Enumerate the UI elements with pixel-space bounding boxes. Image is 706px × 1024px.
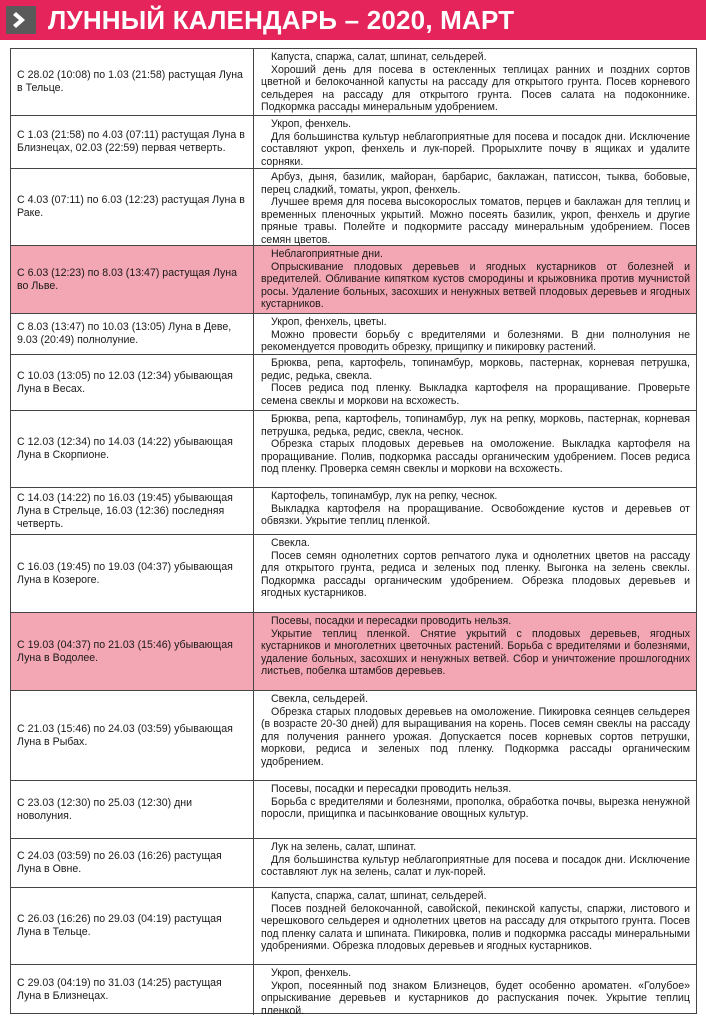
recommended-crops: Укроп, фенхель, цветы. bbox=[271, 316, 387, 328]
gardening-advice bbox=[254, 613, 696, 690]
table-row-highlighted bbox=[11, 613, 696, 691]
table-row bbox=[11, 411, 696, 488]
recommended-crops: Неблагоприятные дни. bbox=[271, 248, 383, 260]
recommended-crops: Брюква, репа, картофель, топинамбур, лук на репку, морковь, пастернак, корневая петрушка, редька, редис, свекла, чеснок. bbox=[261, 413, 690, 438]
advice-text: Посев редиса под пленку. Выкладка картофеля на проращивание. Проверьте семена свеклы и моркови на всхожесть. bbox=[261, 382, 690, 407]
advice-text: Посев поздней белокочанной, савойской, пекинской капусты, спаржи, листового и черешкового сельдерея и однолетних цветов на рассаду для открытого грунта. Посев под пленку салата и шпината. Пикировка, полив и подкормка рассады минеральными удобрениями. Обрезка плодовых деревьев и ягодных кустарников. bbox=[261, 902, 690, 953]
advice-text: Хороший день для посева в остекленных теплицах ранних и поздних сортов цветной и белокочанной капусты на рассаду для открытого грунта. Посев корневого сельдерея на рассаду для открытого грунта. Посев салата на подоконнике. Подкормка рассады минеральным удобрением. bbox=[261, 63, 690, 114]
table-row-highlighted bbox=[11, 246, 696, 314]
advice-text: Обрезка старых плодовых деревьев на омоложение. Выкладка картофеля на проращивание. Полив, подкормка рассады органическим удобрением. Посев редиса под пленку. Проверка семян свеклы и моркови на всхожесть. bbox=[261, 438, 690, 476]
advice-text: Выкладка картофеля на проращивание. Освобождение кустов и деревьев от обвязки. Укрытие теплиц пленкой. bbox=[261, 502, 690, 528]
moon-period: С 28.02 (10:08) по 1.03 (21:58) растущая Луна в Тельце. bbox=[17, 69, 243, 94]
moon-period: С 1.03 (21:58) по 4.03 (07:11) растущая Луна в Близнецах, 02.03 (22:59) первая четверть. bbox=[17, 129, 245, 154]
table-row bbox=[11, 355, 696, 411]
moon-period: С 6.03 (12:23) по 8.03 (13:47) растущая Луна во Льве. bbox=[17, 266, 238, 292]
advice-text: Укроп, посеянный под знаком Близнецов, будет особенно ароматен. «Голубое» опрыскивание деревьев и кустарников до распускания почек. Укрытие теплиц пленкой. bbox=[261, 979, 690, 1015]
recommended-crops: Брюква, репа, картофель, топинамбур, морковь, пастернак, корневая петрушка, редис, редька, свекла. bbox=[261, 357, 690, 382]
moon-period: С 8.03 (13:47) по 10.03 (13:05) Луна в Деве, 9.03 (20:49) полнолуние. bbox=[17, 321, 232, 346]
recommended-crops: Лук на зелень, салат, шпинат. bbox=[271, 841, 417, 853]
table-row bbox=[11, 49, 696, 116]
advice-text: Обрезка старых плодовых деревьев на омоложение. Пикировка сеянцев сельдерея (в возрасте 20-30 дней) для выращивания на корень. Посев семян свеклы на рассаду для получения раннего урожая. Допускается посев корневых сортов петрушки, моркови, редиса и зеленых под пленку. Подкормка рассады органическим удобрением. bbox=[261, 705, 690, 768]
table-row bbox=[11, 781, 696, 839]
page-title: ЛУННЫЙ КАЛЕНДАРЬ – 2020, МАРТ bbox=[48, 5, 515, 35]
table-row bbox=[11, 888, 696, 965]
moon-period: С 23.03 (12:30) по 25.03 (12:30) дни новолуния. bbox=[17, 796, 193, 822]
recommended-crops: Свекла, сельдерей. bbox=[271, 693, 369, 705]
moon-period: С 19.03 (04:37) по 21.03 (15:46) убывающая Луна в Водолее. bbox=[17, 638, 233, 664]
moon-period: С 10.03 (13:05) по 12.03 (12:34) убывающая Луна в Весах. bbox=[17, 369, 233, 395]
table-row bbox=[11, 488, 696, 535]
gardening-advice bbox=[254, 246, 696, 313]
recommended-crops: Укроп, фенхель. bbox=[271, 118, 352, 130]
gardening-advice bbox=[254, 169, 696, 245]
moon-period: С 16.03 (19:45) по 19.03 (04:37) убывающая Луна в Козероге. bbox=[17, 560, 233, 586]
gardening-advice bbox=[254, 116, 696, 168]
gardening-advice bbox=[254, 839, 696, 887]
gardening-advice bbox=[254, 355, 696, 410]
table-row bbox=[11, 116, 696, 169]
table-row bbox=[11, 965, 696, 1015]
gardening-advice bbox=[254, 535, 696, 612]
advice-text: Можно провести борьбу с вредителями и болезнями. В дни полнолуния не рекомендуется проводить обрезку, прищипку и пикировку растений. bbox=[261, 328, 690, 354]
gardening-advice bbox=[254, 488, 696, 534]
moon-period: С 14.03 (14:22) по 16.03 (19:45) убывающая Луна в Стрельце, 16.03 (12:36) последняя четверть. bbox=[17, 491, 233, 530]
moon-period: С 29.03 (04:19) по 31.03 (14:25) растущая Луна в Близнецах. bbox=[17, 977, 222, 1002]
gardening-advice bbox=[254, 965, 696, 1015]
table-row bbox=[11, 314, 696, 355]
page-header bbox=[0, 0, 706, 40]
gardening-advice bbox=[254, 888, 696, 964]
advice-text: Для большинства культур неблагоприятные для посева и посадок дни. Исключение составляют лук на зелень, салат и лук-порей. bbox=[261, 853, 690, 879]
advice-text: Посев семян однолетних сортов репчатого лука и однолетних цветов на рассаду для открытого грунта, редиса и зеленых под пленку. Выгонка на зелень свеклы. Подкормка рассады органическим удобрением. Обрезка плодовых деревьев и ягодных кустарников. bbox=[261, 549, 690, 600]
gardening-advice bbox=[254, 691, 696, 780]
recommended-crops: Свекла. bbox=[271, 537, 310, 549]
table-row bbox=[11, 839, 696, 888]
table-row bbox=[11, 535, 696, 613]
gardening-advice bbox=[254, 314, 696, 354]
advice-text: Борьба с вредителями и болезнями, прополка, обработка почвы, вырезка ненужной поросли, прищипка и пасынкование овощных культур. bbox=[261, 795, 690, 821]
recommended-crops: Картофель, топинамбур, лук на репку, чеснок. bbox=[271, 490, 498, 502]
recommended-crops: Арбуз, дыня, базилик, майоран, барбарис, баклажан, патиссон, тыква, бобовые, перец сладкий, томаты, укроп, фенхель. bbox=[261, 171, 690, 196]
recommended-crops: Капуста, спаржа, салат, шпинат, сельдерей. bbox=[271, 890, 487, 902]
moon-period: С 4.03 (07:11) по 6.03 (12:23) растущая Луна в Раке. bbox=[17, 194, 245, 219]
moon-period: С 26.03 (16:26) по 29.03 (04:19) растущая Луна в Тельце. bbox=[17, 913, 222, 938]
advice-text: Укрытие теплиц пленкой. Снятие укрытий с плодовых деревьев, ягодных кустарников и многолетних цветочных растений. Борьба с вредителями и болезнями, удаление больных, засохших и ненужных ветвей. Сбор и уничтожение прошлогодних листьев, побелка штамбов деревьев. bbox=[261, 627, 690, 678]
gardening-advice bbox=[254, 49, 696, 115]
lunar-calendar-table bbox=[10, 48, 697, 1014]
advice-text: Для большинства культур неблагоприятные для посева и посадок дни. Исключение составляют укроп, фенхель и лук-порей. Прорыхлите почву в ящиках и удалите сорняки. bbox=[261, 130, 690, 168]
gardening-advice bbox=[254, 411, 696, 487]
moon-period: С 21.03 (15:46) по 24.03 (03:59) убывающая Луна в Рыбах. bbox=[17, 722, 233, 748]
table-row bbox=[11, 691, 696, 781]
chevron-right-icon bbox=[6, 6, 36, 34]
advice-text: Опрыскивание плодовых деревьев и ягодных кустарников от болезней и вредителей. Обливание кипятком кустов смородины и крыжовника против мучнистой росы. Удаление больных, засохших и ненужных ветвей плодовых деревьев и ягодных кустарников. bbox=[261, 260, 690, 311]
gardening-advice bbox=[254, 781, 696, 838]
recommended-crops: Посевы, посадки и пересадки проводить нельзя. bbox=[271, 783, 512, 795]
table-row bbox=[11, 169, 696, 246]
recommended-crops: Капуста, спаржа, салат, шпинат, сельдерей. bbox=[271, 51, 487, 63]
recommended-crops: Укроп, фенхель. bbox=[271, 967, 352, 979]
moon-period: С 12.03 (12:34) по 14.03 (14:22) убывающая Луна в Скорпионе. bbox=[17, 436, 233, 461]
recommended-crops: Посевы, посадки и пересадки проводить нельзя. bbox=[271, 615, 512, 627]
moon-period: С 24.03 (03:59) по 26.03 (16:26) растущая Луна в Овне. bbox=[17, 850, 222, 875]
advice-text: Лучшее время для посева высокорослых томатов, перцев и баклажан для теплиц и временных пленочных укрытий. Можно посеять базилик, укроп, фенхель и другие пряные травы. Полейте и подкормите рассаду минеральным удобрением. Посев семян цветов. bbox=[261, 196, 690, 245]
